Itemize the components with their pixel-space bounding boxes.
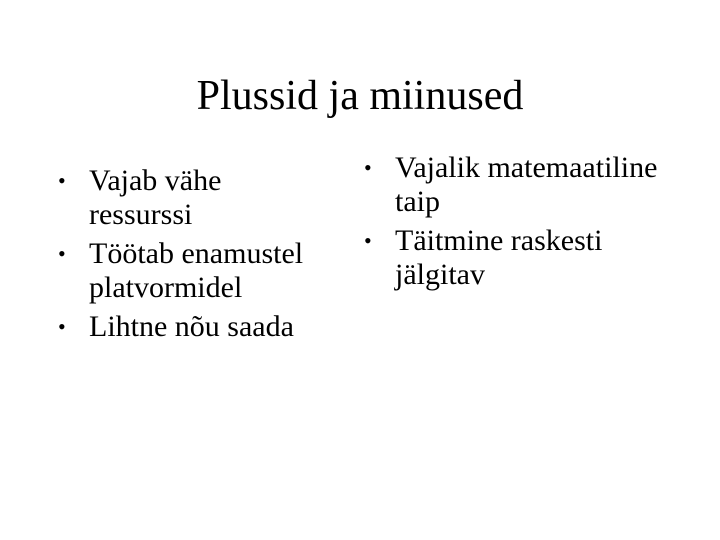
list-item-text: Töötab enamustel platvormidel	[89, 237, 304, 304]
list-item	[364, 151, 664, 219]
bullet-icon: •	[58, 314, 66, 339]
list-item-text: Lihtne nõu saada	[89, 310, 294, 343]
list-item	[58, 237, 328, 305]
pros-list	[58, 164, 328, 349]
list-item	[364, 224, 664, 292]
bullet-icon: •	[58, 168, 66, 193]
list-item-text: Vajab vähe ressurssi	[89, 164, 222, 231]
cons-list	[364, 151, 664, 297]
bullet-icon: •	[58, 241, 66, 266]
bullet-icon: •	[364, 228, 372, 253]
list-item-text: Vajalik matemaatiline taip	[395, 151, 658, 218]
list-item-text: Täitmine raskesti jälgitav	[395, 224, 603, 291]
slide-title: Plussid ja miinused	[196, 73, 524, 119]
bullet-icon: •	[364, 155, 372, 180]
list-item	[58, 310, 328, 344]
list-item	[58, 164, 328, 232]
